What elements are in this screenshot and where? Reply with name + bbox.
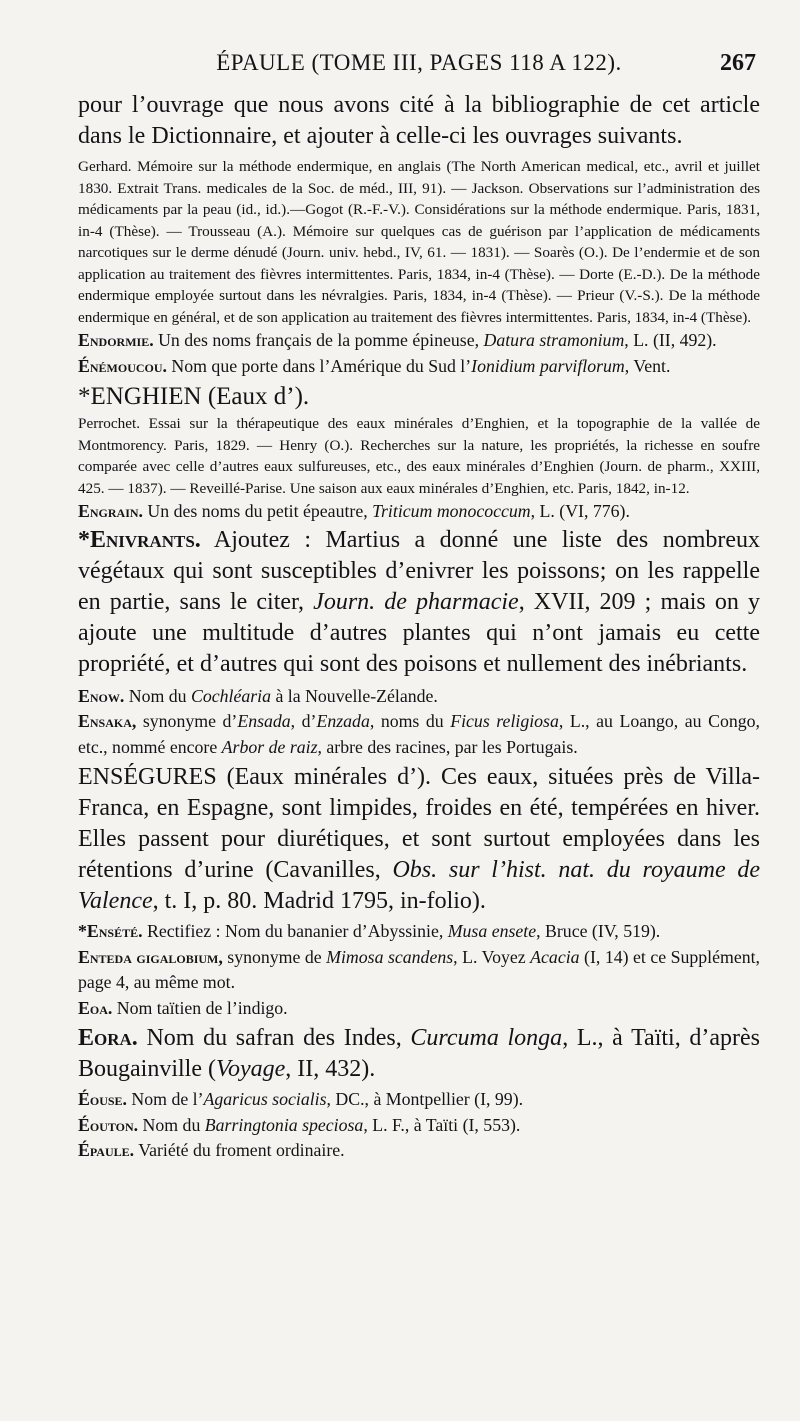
entry-head: Enteda gigalobium,: [78, 946, 223, 967]
entry-head: Ensaka,: [78, 711, 137, 731]
entry-engrain: Engrain. Un des noms du petit épeautre, Triticum monococcum, L. (VI, 776).: [78, 501, 630, 521]
entry-endormie: Endormie. Un des noms français de la pomme épineuse, Datura stramonium, L. (II, 492).: [78, 330, 717, 350]
entry-head: Éouton.: [78, 1114, 139, 1135]
entry-head: Épaule.: [78, 1140, 135, 1160]
entry-ensete: *Ensété. Rectifiez : Nom du bananier d’Abyssinie, Musa ensete, Bruce (IV, 519).: [78, 921, 661, 941]
entry-enivrants: *Enivrants. Ajoutez : Martius a donné une liste des nombreux végétaux qui sont susceptibles d’enivrer les poissons; on les rappelle en partie, sans le citer, Journ. de pharmacie, XVII, 209 ; mais on y ajoute une multitude d’autres plantes qui n’ont jamais eu cette propriété, et d’autres qui sont des poisons et nullement des inébriants.: [78, 526, 760, 677]
entry-eouton: Éouton. Nom du Barringtonia speciosa, L. F., à Taïti (I, 553).: [78, 1114, 521, 1135]
entry-enghien-heading: *ENGHIEN (Eaux d’).: [78, 383, 310, 410]
entry-head: Endormie.: [78, 330, 154, 350]
entry-head: ENSÉGURES (Eaux minérales d’).: [78, 764, 432, 790]
entry-head: *Ensété.: [78, 921, 143, 941]
entry-enteda: Enteda gigalobium, synonyme de Mimosa scandens, L. Voyez Acacia (I, 14) et ce Supplément, page 4, au même mot.: [78, 946, 760, 992]
bibliography-enghien: Perrochet. Essai sur la thérapeutique des eaux minérales d’Enghien, et la topographie de la vallée de Montmorency. Paris, 1829. — Henry (O.). Recherches sur la nature, les propriétés, la richesse en soufre comparée avec celle d’autres eaux sulfureuses, etc., des eaux minérales d’Enghien (Journ. de pharm., XXIII, 425. — 1837). — Reveillé-Parise. Une saison aux eaux minérales d’Enghien, etc. Paris, 1842, in-12.: [78, 415, 760, 497]
entry-enow: Enow. Nom du Cochléaria à la Nouvelle-Zélande.: [78, 685, 438, 706]
entry-head: *Enivrants.: [78, 526, 201, 553]
page-number: 267: [720, 50, 756, 76]
entry-head: Éouse.: [78, 1089, 127, 1109]
entry-head: Eoa.: [78, 997, 113, 1018]
entry-eouse: Éouse. Nom de l’Agaricus socialis, DC., à Montpellier (I, 99).: [78, 1089, 524, 1109]
entry-enemoucou: Énémoucou. Nom que porte dans l’Amérique du Sud l’Ionidium parviflorum, Vent.: [78, 355, 671, 376]
entry-head: Eora.: [78, 1025, 138, 1051]
intro-paragraph: pour l’ouvrage que nous avons cité à la bibliographie de cet article dans le Dictionnaire, et ajouter à celle-ci les ouvrages suivants.: [78, 92, 760, 149]
entry-ensaka: Ensaka, synonyme d’Ensada, d’Enzada, noms du Ficus religiosa, L., au Loango, au Congo, etc., nommé encore Arbor de raiz, arbre des racines, par les Portugais.: [78, 711, 760, 757]
entry-eoa: Eoa. Nom taïtien de l’indigo.: [78, 997, 288, 1018]
entry-eora: Eora. Nom du safran des Indes, Curcuma longa, L., à Taïti, d’après Bougainville (Voyage, II, 432).: [78, 1025, 761, 1082]
running-header: [78, 50, 756, 90]
header-title: ÉPAULE (TOME III, PAGES 118 A 122).: [216, 50, 622, 75]
entry-head: Énémoucou.: [78, 355, 167, 376]
entry-ensegures: ENSÉGURES (Eaux minérales d’). Ces eaux, situées près de Villa-Franca, en Espagne, sont limpides, froides en été, tempérées en hiver. Elles passent pour diurétiques, et sont surtout employées dans les rétentions d’urine (Cavanilles, Obs. sur l’hist. nat. du royaume de Valence, t. I, p. 80. Madrid 1795, in-folio).: [78, 764, 761, 914]
entry-head: Engrain.: [78, 501, 143, 521]
bibliography-endermie: Gerhard. Mémoire sur la méthode endermique, en anglais (The North American medical, etc., avril et juillet 1830. Extrait Trans. medicales de la Soc. de méd., III, 91). — Jackson. Observations sur l’administration des médicaments par la peau (id., id.).—Gogot (R.-F.-V.). Considérations sur la méthode endermique. Paris, 1831, in-4 (Thèse). — Trousseau (A.). Mémoire sur quelques cas de guérison par l’application de médicaments narcotiques sur le derme dénudé (Journ. univ. hebd., IV, 61. — 1831). — Soarès (O.). De l’endermie et de son application au traitement des fièvres intermittentes. Paris, 1834, in-4 (Thèse). — Dorte (E.-D.). De la méthode endermique employée surtout dans les névralgies. Paris, 1834, in-4 (Thèse). — Prieur (V.-S.). De la méthode endermique en général, et de son application au traitement des fièvres intermittentes. Paris, 1834, in-4 (Thèse).: [78, 158, 760, 326]
entry-epaule: Épaule. Variété du froment ordinaire.: [78, 1140, 345, 1160]
entry-head: Enow.: [78, 685, 125, 706]
